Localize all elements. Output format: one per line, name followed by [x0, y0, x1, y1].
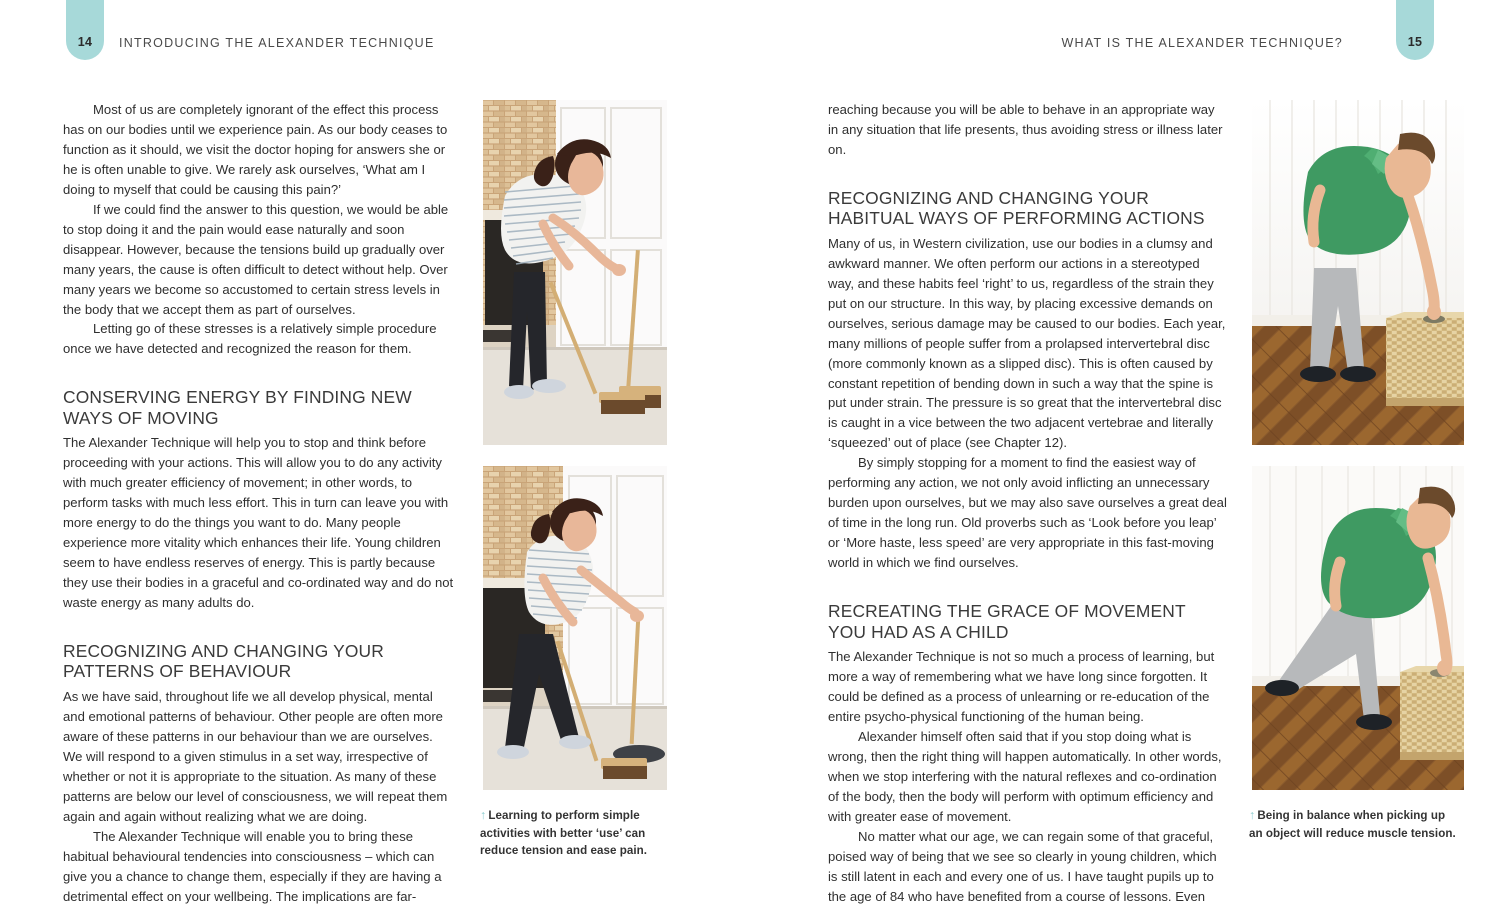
running-head-right: WHAT IS THE ALEXANDER TECHNIQUE? — [1061, 36, 1343, 50]
left-page-text-column — [63, 100, 455, 906]
photo-woman-sweeping-upright — [483, 466, 667, 790]
paragraph: Many of us, in Western civilization, use our bodies in a clumsy and awkward manner. We often perform our actions in a stereotyped way, and these habits feel ‘right’ to us, regardless of the strain they put on our structure. In this way, by placing excessive demands on ourselves, serious damage may be caused to our bodies. Each year, many millions of people suffer from a prolapsed intervertebral disc (more commonly known as a slipped disc). This is often caused by constant repetition of bending down in such a way that the spine is put under strain. The pressure is so great that the intervertebral disc is caught in a vice between the two adjacent vertebrae and literally ‘squeezed’ out of place (see Chapter 12). — [828, 235, 1226, 451]
man-bending-over-box-illustration — [1252, 100, 1464, 445]
photo-man-bending-over-box — [1252, 100, 1464, 445]
folio-tab-right — [1396, 0, 1434, 60]
woman-sweeping-upright-illustration — [483, 466, 667, 790]
section-heading-patterns-of-behaviour: RECOGNIZING AND CHANGING YOUR PATTERNS OF BEHAVIOUR — [63, 640, 384, 682]
paragraph: The Alexander Technique will enable you to bring these habitual behavioural tendencies into consciousness – which can give you a chance to change them, especially if they are having a detrimental effect on your wellbeing. The implications are far- — [63, 828, 442, 904]
photo-man-lunging-to-box — [1252, 466, 1464, 790]
paragraph: By simply stopping for a moment to find the easiest way of performing any action, we not only avoid inflicting an unnecessary burden upon ourselves, but we may also save ourselves a great deal of time in the long run. Old proverbs such as ‘Look before you leap’ or ‘More haste, less speed’ are very appropriate in this fast-moving world in which we find ourselves. — [828, 455, 1227, 571]
arrow-up-icon: ↑ — [480, 808, 487, 822]
paragraph: The Alexander Technique is not so much a process of learning, but more a way of remembering what we have long since forgotten. It could be defined as a process of unlearning or re-education of the entire psycho-physical functioning of the human being. — [828, 649, 1215, 724]
right-page-text-column — [828, 100, 1227, 906]
paragraph: reaching because you will be able to behave in an appropriate way in any situation that life presents, thus avoiding stress or illness later on. — [828, 102, 1223, 157]
man-lunging-to-box-illustration — [1252, 466, 1464, 790]
caption-left — [480, 807, 676, 860]
caption-left-text: Learning to perform simple activities with better ‘use’ can reduce tension and ease pain. — [480, 809, 648, 858]
arrow-up-icon: ↑ — [1249, 808, 1256, 822]
folio-tab-left — [66, 0, 104, 60]
paragraph: No matter what our age, we can regain some of that graceful, poised way of being that we see so clearly in young children, which is still latent in each and every one of us. I have taught pupils up to the age of 84 who have benefited from a course of lessons. Even — [828, 828, 1217, 904]
running-head-left: INTRODUCING THE ALEXANDER TECHNIQUE — [119, 36, 435, 50]
paragraph: Most of us are completely ignorant of the effect this process has on our bodies until we experience pain. As our body ceases to function as it should, we visit the doctor hoping for answers she or he is often unable to give. We rarely ask ourselves, ‘What am I doing to myself that could be causing this pain?’ — [63, 102, 448, 197]
page-number-left: 14 — [77, 35, 93, 49]
caption-right — [1249, 807, 1459, 842]
paragraph: As we have said, throughout life we all develop physical, mental and emotional patterns of behaviour. Other people are often more aware of these patterns in our behaviour than we are ourselves. We will respond to a given stimulus in a set way, irrespective of whether or not it is appropriate to the situation. As many of these patterns are below our level of consciousness, we will repeat them again and again without realizing what we are doing. — [63, 688, 448, 824]
woman-sweeping-bending-over-illustration — [483, 100, 667, 445]
section-heading-habitual-ways: RECOGNIZING AND CHANGING YOUR HABITUAL WAYS OF PERFORMING ACTIONS — [828, 187, 1205, 229]
paragraph: Letting go of these stresses is a relatively simple procedure once we have detected and recognized the reason for them. — [63, 321, 437, 357]
page-number-right: 15 — [1407, 35, 1423, 49]
paragraph: Alexander himself often said that if you stop doing what is wrong, then the right thing will happen automatically. In other words, when we stop interfering with the natural reflexes and co-ordination of the body, then the body will perform with optimum efficiency and with greater ease of movement. — [828, 728, 1222, 824]
section-heading-grace-of-movement: RECREATING THE GRACE OF MOVEMENT YOU HAD AS A CHILD — [828, 601, 1186, 642]
caption-right-text: Being in balance when picking up an object will reduce muscle tension. — [1249, 809, 1456, 840]
photo-woman-sweeping-bending-over — [483, 100, 667, 445]
section-heading-conserving-energy: CONSERVING ENERGY BY FINDING NEW WAYS OF MOVING — [63, 387, 412, 428]
paragraph: The Alexander Technique will help you to stop and think before proceeding with your actions. This will allow you to do any activity with much greater efficiency of movement; in other words, to perform tasks with much less effort. This in turn can leave you with more energy to do the things you want to do. Many people experience more vitality which enhances their life. Young children seem to have endless reserves of energy. This is partly because they use their bodies in a graceful and co-ordinated way and do not waste energy as many adults do. — [63, 435, 454, 611]
paragraph: If we could find the answer to this question, we would be able to stop doing it and the pain would ease naturally and soon disappear. However, because the tensions build up gradually over many years, the cause is often difficult to detect without help. Over many years we become so accustomed to certain stress levels in the body that we accept them as part of ourselves. — [63, 201, 449, 317]
